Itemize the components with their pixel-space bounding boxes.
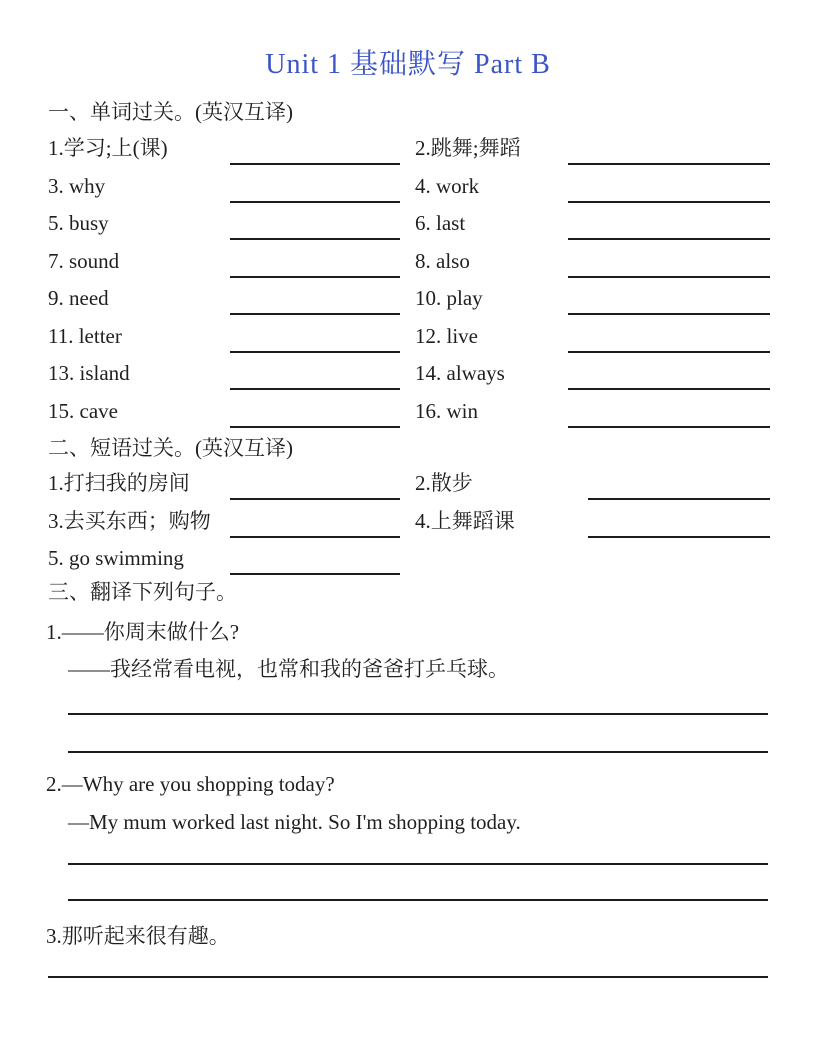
word-label: 14. always xyxy=(415,361,505,385)
answer-blank xyxy=(568,205,770,240)
phrase-label: 1.打扫我的房间 xyxy=(48,471,190,495)
word-row xyxy=(48,130,770,168)
answer-line xyxy=(68,695,768,715)
word-label: 8. also xyxy=(415,248,470,273)
answer-blank xyxy=(230,130,400,165)
answer-blank xyxy=(230,243,400,278)
phrase-row xyxy=(48,540,770,578)
word-label: 5. busy xyxy=(48,211,109,235)
answer-line xyxy=(68,881,768,901)
sentence-3: 3.那听起来很有趣。 xyxy=(46,924,230,948)
worksheet-title: Unit 1 基础默写 Part B xyxy=(265,49,551,80)
answer-blank xyxy=(568,355,770,390)
word-label: 9. need xyxy=(48,286,109,310)
answer-blank xyxy=(568,130,770,165)
phrase-label: 4.上舞蹈课 xyxy=(415,508,515,533)
phrase-row xyxy=(48,503,770,541)
phrase-label: 2.散步 xyxy=(415,471,473,495)
word-row xyxy=(48,168,770,206)
word-label: 6. last xyxy=(415,211,466,235)
word-label: 3. why xyxy=(48,173,106,198)
word-grid xyxy=(48,130,770,430)
word-row xyxy=(48,205,770,243)
word-label: 1.学习;上(课) xyxy=(48,136,168,160)
answer-blank xyxy=(230,465,400,500)
word-row xyxy=(48,355,770,393)
phrase-grid xyxy=(48,465,770,578)
word-label: 4. work xyxy=(415,173,480,198)
word-label: 15. cave xyxy=(48,398,118,423)
answer-blank xyxy=(230,503,400,538)
word-label: 2.跳舞;舞蹈 xyxy=(415,136,521,160)
answer-blank-empty xyxy=(588,540,770,575)
answer-blank xyxy=(230,168,400,203)
answer-blank xyxy=(568,393,770,428)
phrase-label: 3.去买东西；购物 xyxy=(48,508,211,533)
section-3-heading: 三、翻译下列句子。 xyxy=(48,580,237,604)
answer-blank xyxy=(230,355,400,390)
answer-line xyxy=(68,845,768,865)
answer-blank xyxy=(568,318,770,353)
answer-blank xyxy=(588,503,770,538)
answer-blank xyxy=(568,243,770,278)
phrase-row xyxy=(48,465,770,503)
word-label: 10. play xyxy=(415,286,483,310)
section-1-heading: 一、单词过关。(英汉互译) xyxy=(48,100,293,124)
answer-blank xyxy=(230,318,400,353)
answer-blank xyxy=(230,205,400,240)
sentence-1-question: 1.——你周末做什么? xyxy=(46,620,240,644)
word-label: 7. sound xyxy=(48,248,120,273)
word-label: 12. live xyxy=(415,323,478,348)
answer-blank xyxy=(230,540,400,575)
word-row xyxy=(48,243,770,281)
sentence-2-question: 2.—Why are you shopping today? xyxy=(46,772,335,796)
word-label: 13. island xyxy=(48,361,130,385)
sentence-2-answer-en: —My mum worked last night. So I'm shopping today. xyxy=(68,810,521,834)
word-label: 16. win xyxy=(415,398,478,423)
answer-blank xyxy=(230,393,400,428)
word-row xyxy=(48,393,770,431)
phrase-label xyxy=(415,540,588,578)
phrase-label: 5. go swimming xyxy=(48,546,184,570)
section-2-heading: 二、短语过关。(英汉互译) xyxy=(48,436,293,460)
answer-line xyxy=(48,958,768,978)
answer-blank xyxy=(568,168,770,203)
sentence-1-answer-cn: ——我经常看电视，也常和我的爸爸打乒乓球。 xyxy=(68,657,509,681)
answer-line xyxy=(68,733,768,753)
answer-blank xyxy=(568,280,770,315)
word-label: 11. letter xyxy=(48,323,122,348)
answer-blank xyxy=(588,465,770,500)
answer-blank xyxy=(230,280,400,315)
word-row xyxy=(48,318,770,356)
word-row xyxy=(48,280,770,318)
